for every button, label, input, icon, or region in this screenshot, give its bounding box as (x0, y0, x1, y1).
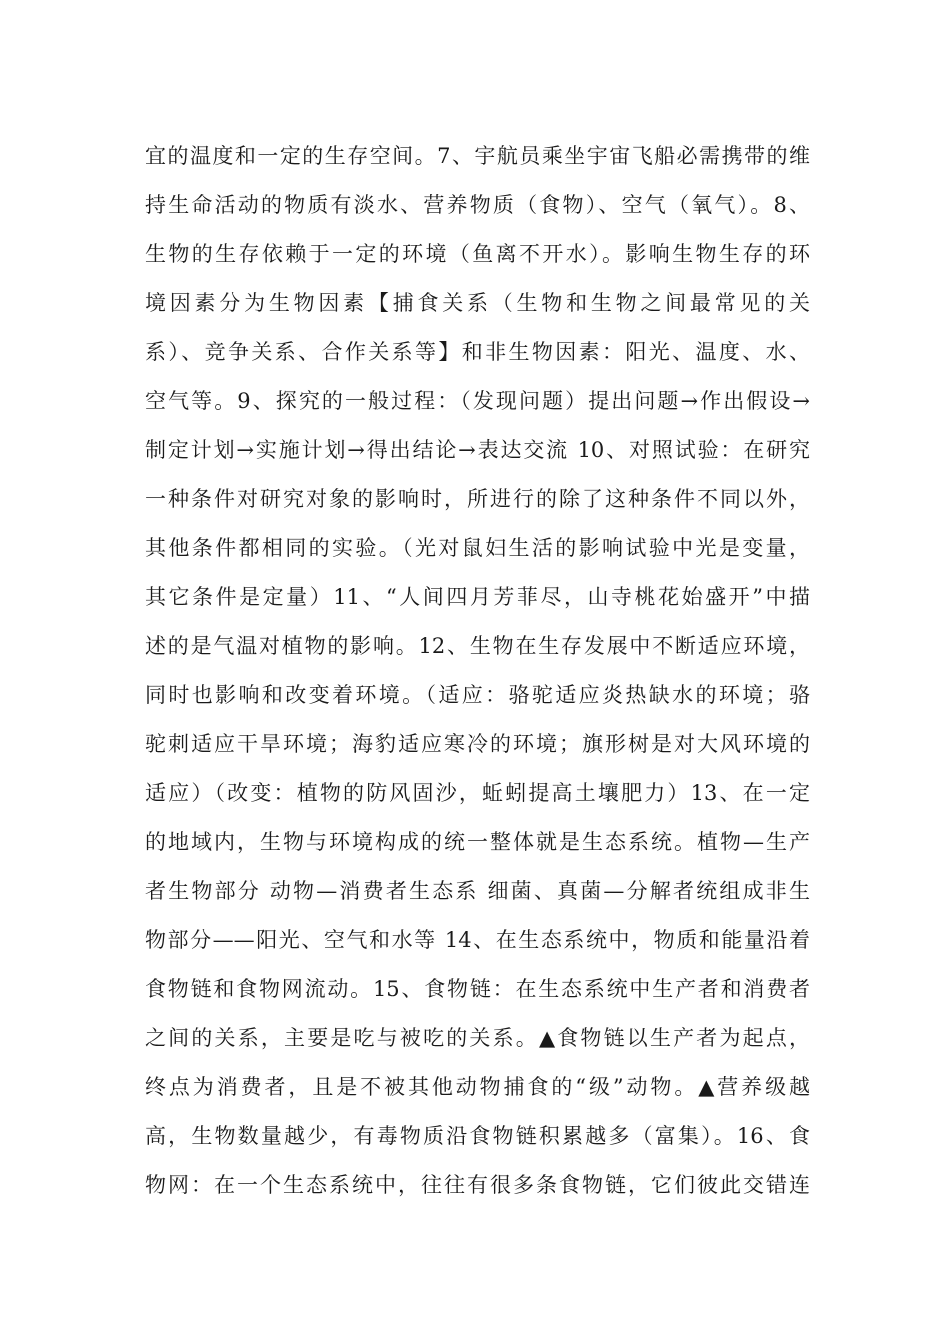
text-line: 的地域内，生物与环境构成的统一整体就是生态系统。植物—生产 (145, 830, 810, 854)
body-text (145, 132, 810, 1210)
text-line: 物部分——阳光、空气和水等 14、在生态系统中，物质和能量沿着 (145, 928, 810, 952)
text-line: 境因素分为生物因素【捕食关系（生物和生物之间最常见的关 (145, 291, 810, 315)
text-line: 一种条件对研究对象的影响时，所进行的除了这种条件不同以外， (145, 487, 810, 511)
text-line: 适应）（改变：植物的防风固沙，蚯蚓提高土壤肥力）13、在一定 (145, 781, 810, 805)
text-line: 生物的生存依赖于一定的环境（鱼离不开水）。影响生物生存的环 (145, 242, 810, 266)
text-line: 同时也影响和改变着环境。（适应：骆驼适应炎热缺水的环境；骆 (145, 683, 810, 707)
text-line: 述的是气温对植物的影响。12、生物在生存发展中不断适应环境， (145, 634, 810, 658)
text-line: 其它条件是定量）11、“人间四月芳菲尽，山寺桃花始盛开”中描 (145, 585, 810, 609)
text-line: 宜的温度和一定的生存空间。7、宇航员乘坐宇宙飞船必需携带的维 (145, 144, 810, 168)
text-line: 系）、竞争关系、合作关系等】和非生物因素：阳光、温度、水、 (145, 340, 810, 364)
text-line: 者生物部分 动物—消费者生态系 细菌、真菌—分解者统组成非生 (145, 879, 810, 903)
text-line: 之间的关系，主要是吃与被吃的关系。▲食物链以生产者为起点， (145, 1026, 810, 1050)
text-line: 持生命活动的物质有淡水、营养物质（食物）、空气（氧气）。8、 (145, 193, 810, 217)
text-line: 物网：在一个生态系统中，往往有很多条食物链，它们彼此交错连 (145, 1173, 810, 1197)
text-line: 其他条件都相同的实验。（光对鼠妇生活的影响试验中光是变量， (145, 536, 810, 560)
text-line: 制定计划→实施计划→得出结论→表达交流 10、对照试验：在研究 (145, 438, 810, 462)
text-line: 高，生物数量越少，有毒物质沿食物链积累越多（富集）。16、食 (145, 1124, 810, 1148)
text-line: 食物链和食物网流动。15、食物链：在生态系统中生产者和消费者 (145, 977, 810, 1001)
text-line: 驼刺适应干旱环境；海豹适应寒冷的环境；旗形树是对大风环境的 (145, 732, 810, 756)
text-line: 空气等。9、探究的一般过程：（发现问题）提出问题→作出假设→ (145, 389, 810, 413)
text-line: 终点为消费者，且是不被其他动物捕食的“级”动物。▲营养级越 (145, 1075, 810, 1099)
